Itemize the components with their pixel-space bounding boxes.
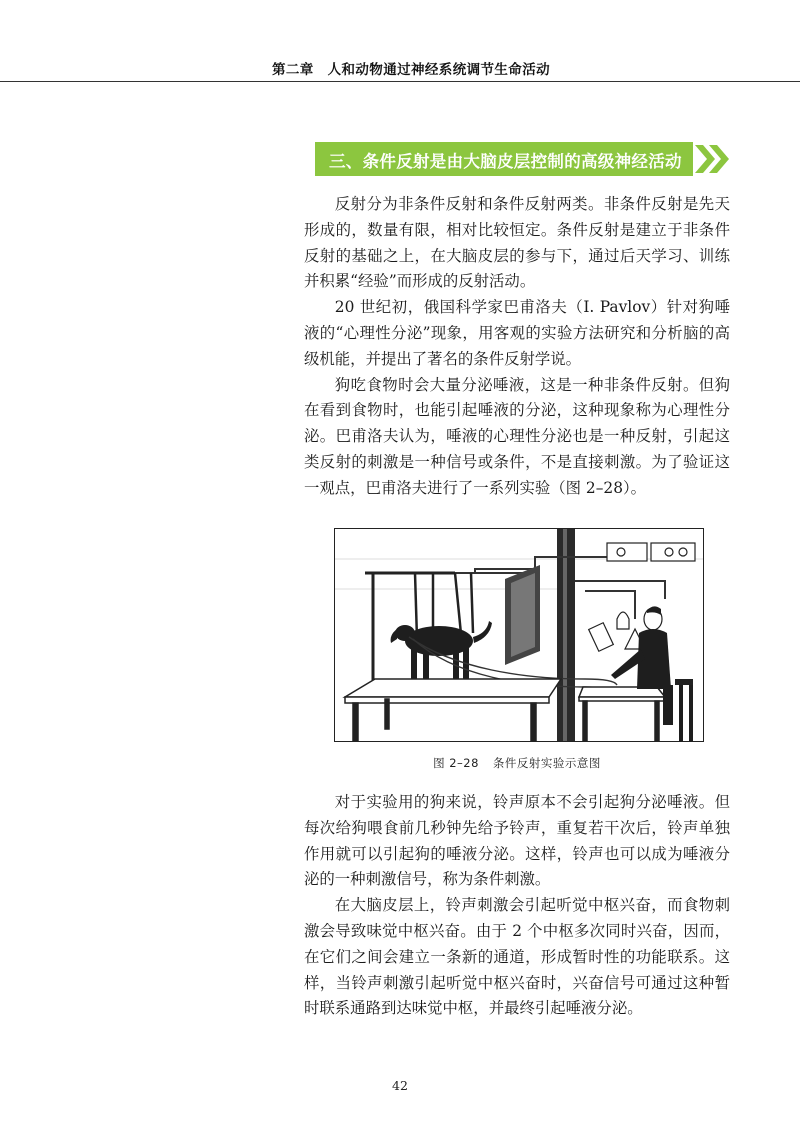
paragraph-5: 在大脑皮层上，铃声刺激会引起听觉中枢兴奋，而食物刺激会导致味觉中枢兴奋。由于 2 个中枢多次同时兴奋，因而，在它们之间会建立一条新的通道，形成暂时性的功能联系。这样，当铃声刺激引起听觉中枢兴奋时，兴奋信号可通过这种暂时联系通路到达味觉中枢，并最终引起唾液分泌。	[304, 896, 730, 1018]
figure-caption	[304, 755, 730, 771]
section-banner	[315, 142, 730, 176]
instrument-panel	[607, 543, 695, 561]
paragraph-2: 20 世纪初，俄国科学家巴甫洛夫（I. Pavlov）针对狗唾液的“心理性分泌”现象，用客观的实验方法研究和分析脑的高级机能，并提出了著名的条件反射学说。	[304, 298, 730, 368]
header-rule	[0, 81, 800, 82]
paragraph-1: 反射分为非条件反射和条件反射两类。非条件反射是先天形成的，数量有限，相对比较恒定。条件反射是建立于非条件反射的基础之上，在大脑皮层的参与下，通过后天学习、训练并积累“经验”而形成的反射活动。	[304, 195, 730, 291]
figure-pavlov-experiment	[334, 528, 704, 742]
chapter-title: 第二章 人和动物通过神经系统调节生命活动	[272, 62, 550, 78]
figure-title: 条件反射实验示意图	[492, 756, 601, 770]
running-header	[0, 0, 800, 86]
partition-wall	[557, 529, 575, 741]
body-text-top	[304, 192, 730, 502]
section-heading: 三、条件反射是由大脑皮层控制的高级神经活动	[329, 152, 682, 171]
paragraph-3: 狗吃食物时会大量分泌唾液，这是一种非条件反射。但狗在看到食物时，也能引起唾液的分泌，这种现象称为心理性分泌。巴甫洛夫认为，唾液的心理性分泌也是一种反射，引起这类反射的刺激是一种信号或条件，不是直接刺激。为了验证这一观点，巴甫洛夫进行了一系列实验（图 2–28）。	[304, 375, 730, 497]
body-text-bottom	[304, 790, 730, 1022]
screen-panel	[505, 565, 540, 665]
paragraph-4: 对于实验用的狗来说，铃声原本不会引起狗分泌唾液。但每次给狗喂食前几秒钟先给予铃声，重复若干次后，铃声单独作用就可以引起狗的唾液分泌。这样，铃声也可以成为唾液分泌的一种刺激信号，称为条件刺激。	[304, 793, 730, 889]
pavlov-experiment-illustration	[335, 529, 703, 741]
figure-number: 图 2–28	[433, 756, 479, 770]
page-number: 42	[392, 1078, 408, 1093]
experiment-table	[345, 679, 561, 741]
operator-desk	[579, 687, 665, 741]
double-chevron-right-icon	[693, 142, 733, 176]
